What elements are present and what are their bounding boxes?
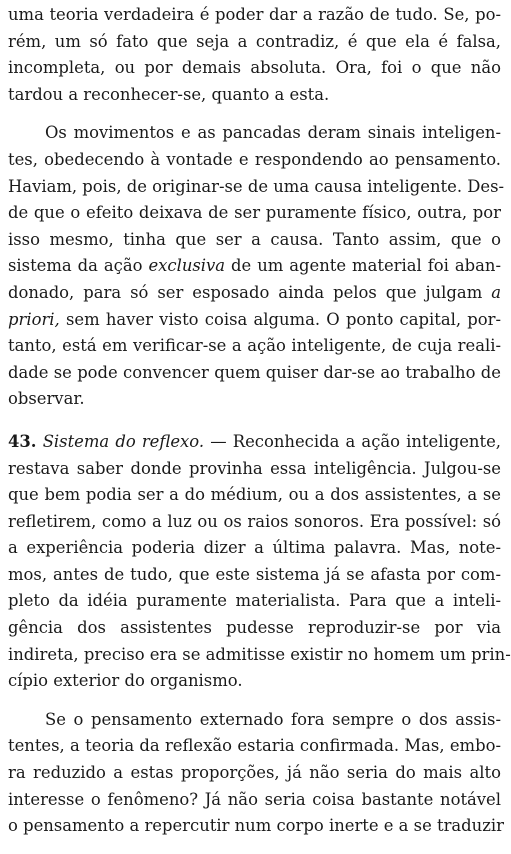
text-line	[8, 307, 501, 334]
text-line: tanto, está em verificar-se a ação inteligente, de cuja reali-	[8, 336, 501, 356]
text-line: mos, antes de tudo, que este sistema já se afasta por com-	[8, 564, 501, 584]
text-line: incompleta, ou por demais absoluta. Ora, foi o que não	[8, 58, 501, 78]
text-line: gência dos assistentes pudesse reproduzir-se por via	[8, 618, 501, 638]
text-line: indireta, preciso era se admitisse existir no homem um prin-	[8, 644, 511, 664]
text-line: Haviam, pois, de originar-se de uma causa inteligente. Des-	[8, 176, 505, 196]
italic-term: priori,	[8, 309, 60, 329]
text-line: o pensamento a repercutir num corpo inerte e a se traduzir	[8, 816, 504, 836]
text-line: isso mesmo, tinha que ser a causa. Tanto assim, que o	[8, 229, 501, 249]
text-line	[8, 429, 501, 456]
text-line: cípio exterior do organismo.	[8, 671, 243, 691]
text-line: a experiência poderia dizer a última palavra. Mas, note-	[8, 538, 501, 558]
text-span: — Reconhecida a ação inteligente,	[204, 431, 501, 451]
text-line: tentes, a teoria da reflexão estaria confirmada. Mas, embo-	[8, 736, 501, 756]
text-line: refletirem, como a luz ou os raios sonoros. Era possível: só	[8, 511, 501, 531]
paragraph-1	[8, 2, 501, 108]
text-line: rém, um só fato que seja a contradiz, é que ela é falsa,	[8, 31, 501, 51]
italic-term: exclusiva	[148, 256, 226, 276]
text-line: uma teoria verdadeira é poder dar a razão de tudo. Se, po-	[8, 5, 501, 24]
text-line: que bem podia ser a do médium, ou a dos assistentes, a se	[8, 485, 501, 505]
text-line: tardou a reconhecer-se, quanto a esta.	[8, 84, 330, 104]
paragraph-4	[8, 707, 504, 840]
text-line: observar.	[8, 389, 85, 409]
section-43	[8, 429, 511, 695]
text-span: donado, para só ser esposado ainda pelos que julgam	[8, 282, 492, 302]
text-span: sistema da ação	[8, 256, 149, 276]
text-line: de que o efeito deixava de ser puramente físico, outra, por	[8, 203, 501, 223]
text-line	[8, 280, 501, 307]
text-line: ra reduzido a estas proporções, já não seria do mais alto	[8, 763, 501, 783]
text-span: de um agente material foi aban-	[225, 256, 502, 276]
text-line: Se o pensamento externado fora sempre o dos assis-	[45, 709, 501, 729]
text-line: pleto da idéia puramente materialista. Para que a inteli-	[8, 591, 501, 611]
section-number: 43.	[8, 431, 37, 451]
section-title: Sistema do reflexo.	[42, 431, 205, 451]
text-line: dade se pode convencer quem quiser dar-se ao trabalho de	[8, 362, 501, 382]
italic-term: a	[491, 282, 501, 302]
text-line: interesse o fenômeno? Já não seria coisa bastante notável	[8, 789, 501, 809]
paragraph-2	[8, 120, 505, 413]
text-line: Os movimentos e as pancadas deram sinais inteligen-	[45, 123, 501, 143]
book-page	[8, 0, 511, 840]
text-span: sem haver visto coisa alguma. O ponto capital, por-	[59, 309, 501, 329]
text-line	[8, 253, 501, 280]
text-line: restava saber donde provinha essa inteligência. Julgou-se	[8, 458, 501, 478]
text-line: tes, obedecendo à vontade e respondendo ao pensamento.	[8, 149, 501, 169]
